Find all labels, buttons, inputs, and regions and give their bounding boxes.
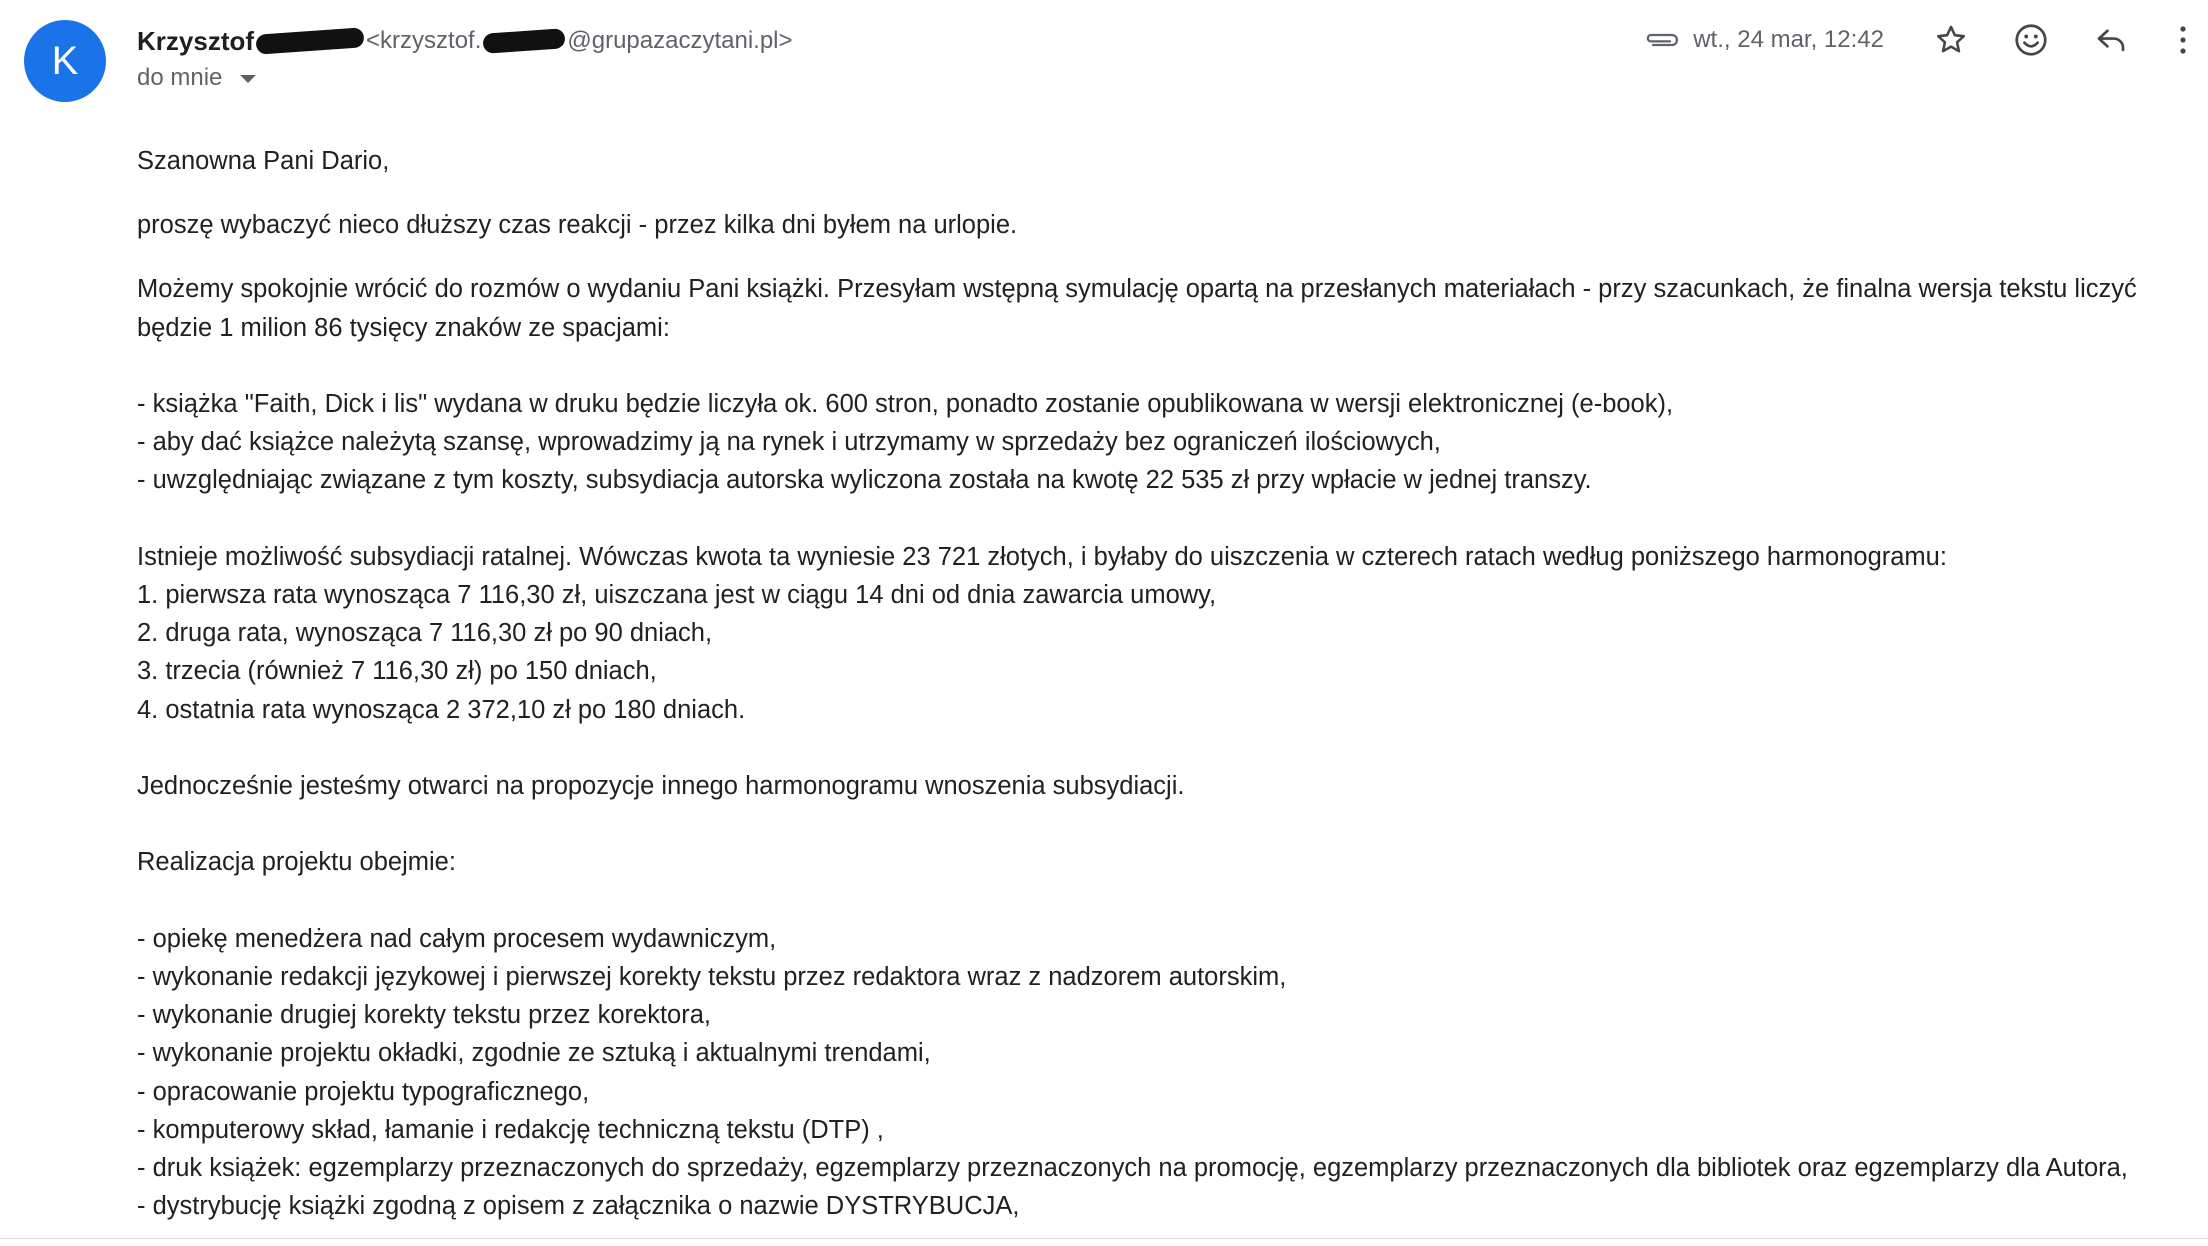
list-item: 3. trzecia (również 7 116,30 zł) po 150 dniach, bbox=[137, 657, 657, 686]
list-item: - książka "Faith, Dick i lis" wydana w druku będzie liczyła ok. 600 stron, ponadto zostanie opublikowana w wersji elektronicznej (e-book), bbox=[137, 390, 1674, 418]
greeting: Szanowna Pani Dario, bbox=[137, 147, 390, 175]
more-vert-icon[interactable] bbox=[2168, 17, 2198, 63]
installments-intro: Istnieje możliwość subsydiacji ratalnej. Wówczas kwota ta wyniesie 23 721 złotych, i byłaby do uiszczenia w czterech ratach według poniższego harmonogramu: bbox=[137, 542, 1947, 571]
chevron-down-icon[interactable] bbox=[240, 75, 256, 83]
list-item: 2. druga rata, wynosząca 7 116,30 zł po 90 dniach, bbox=[137, 619, 713, 648]
list-item: - opracowanie projektu typograficznego, bbox=[137, 1077, 590, 1106]
sender-line bbox=[137, 22, 793, 60]
list-item: - wykonanie projektu okładki, zgodnie ze sztuką i aktualnymi trendami, bbox=[137, 1039, 931, 1068]
star-icon[interactable] bbox=[1928, 17, 1974, 63]
list-item: - wykonanie redakcji językowej i pierwszej korekty tekstu przez redaktora wraz z nadzorem autorskim, bbox=[137, 962, 1287, 991]
reply-icon[interactable] bbox=[2088, 17, 2134, 63]
paragraph-apology: proszę wybaczyć nieco dłuższy czas reakcji - przez kilka dni byłem na urlopie. bbox=[137, 211, 1018, 240]
message-body bbox=[137, 142, 2197, 1225]
redacted-surname bbox=[255, 27, 364, 54]
list-item: 4. ostatnia rata wynosząca 2 372,10 zł po 180 dniach. bbox=[137, 695, 746, 724]
emoji-icon[interactable] bbox=[2008, 17, 2054, 63]
list-item: - uwzględniając związane z tym koszty, subsydiacja autorska wyliczona została na kwotę 22 535 zł przy wpłacie w jednej transzy. bbox=[137, 466, 1592, 495]
list-item: - aby dać książce należytą szansę, wprowadzimy ją na rynek i utrzymamy w sprzedaży bez ograniczeń ilościowych, bbox=[137, 428, 1441, 457]
message-date: wt., 24 mar, 12:42 bbox=[1693, 26, 1884, 53]
list-item: - wykonanie drugiej korekty tekstu przez korektora, bbox=[137, 1001, 711, 1030]
attachment-icon bbox=[1643, 30, 1679, 50]
sender-email-domain: @grupazaczytani.pl> bbox=[567, 27, 793, 54]
paragraph-simulation-line-1: Możemy spokojnie wrócić do rozmów o wydaniu Pani książki. Przesyłam wstępną symulację opartą na przesłanych materiałach - przy szacunkach, że finalna wersja tekstu liczyć bbox=[137, 275, 2137, 304]
divider bbox=[0, 1238, 2208, 1239]
avatar-letter: K bbox=[51, 38, 79, 83]
sender-name[interactable]: Krzysztof bbox=[137, 25, 255, 56]
redacted-email-part bbox=[483, 28, 566, 54]
list-item: - opiekę menedżera nad całym procesem wydawniczym, bbox=[137, 924, 777, 953]
list-item: - druk książek: egzemplarzy przeznaczonych do sprzedaży, egzemplarzy przeznaczonych na promocję, egzemplarzy przeznaczonych dla bibliotek oraz egzemplarzy dla Autora, bbox=[137, 1154, 2128, 1182]
message-actions bbox=[1643, 18, 2208, 62]
recipient-label: do mnie bbox=[137, 64, 223, 91]
scope-intro: Realizacja projektu obejmie: bbox=[137, 848, 456, 877]
list-item: - dystrybucję książki zgodną z opisem z załącznika o nazwie DYSTRYBUCJA, bbox=[137, 1192, 1020, 1221]
paragraph-simulation-line-2: będzie 1 milion 86 tysięcy znaków ze spacjami: bbox=[137, 313, 670, 342]
list-item: 1. pierwsza rata wynosząca 7 116,30 zł, uiszczana jest w ciągu 14 dni od dnia zawarcia umowy, bbox=[137, 581, 1217, 609]
sender-avatar[interactable] bbox=[24, 20, 106, 102]
list-item: - komputerowy skład, łamanie i redakcję techniczną tekstu (DTP) , bbox=[137, 1115, 884, 1144]
sender-email-prefix: <krzysztof. bbox=[366, 27, 482, 54]
open-note: Jednocześnie jesteśmy otwarci na propozycje innego harmonogramu wnoszenia subsydiacji. bbox=[137, 772, 1185, 800]
recipient-line[interactable] bbox=[137, 64, 256, 92]
